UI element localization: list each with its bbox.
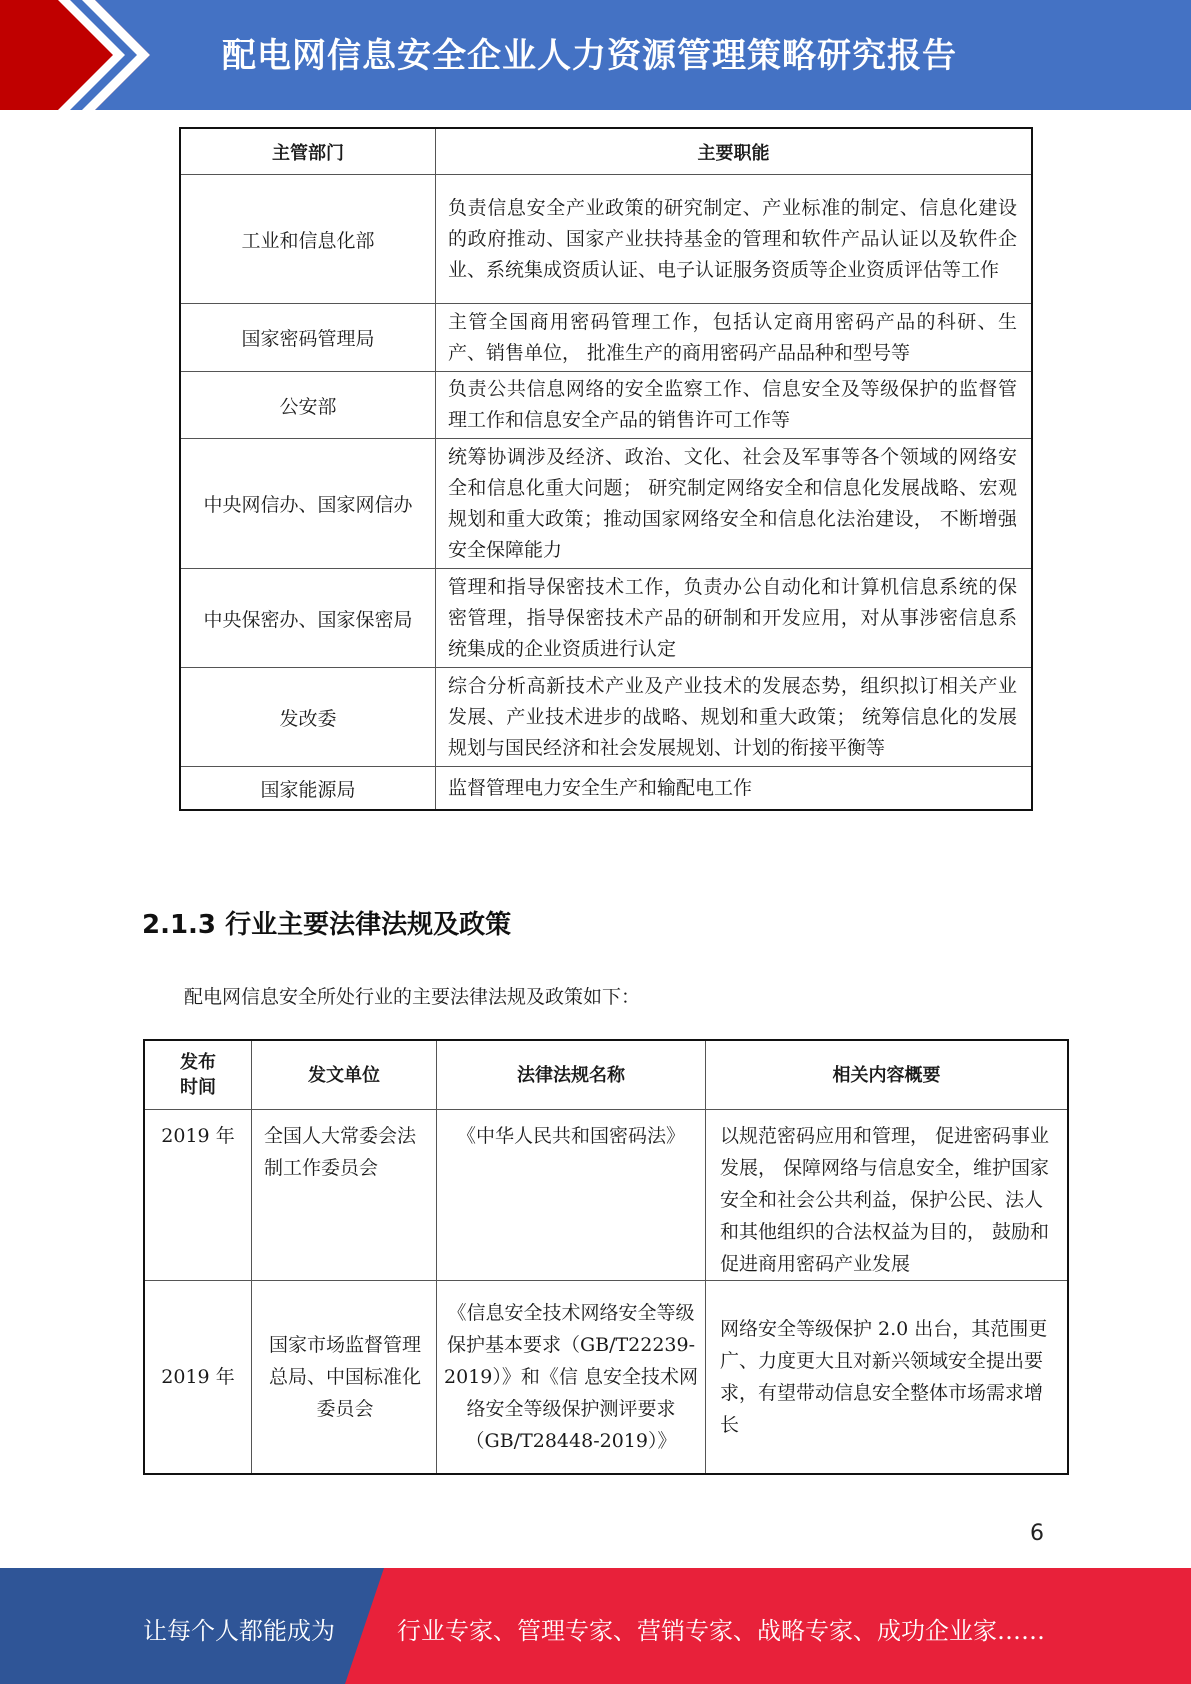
section-intro: 配电网信息安全所处行业的主要法律法规及政策如下： xyxy=(184,986,641,1008)
time-cell: 2019 年 xyxy=(144,1281,252,1475)
table-header-row xyxy=(180,128,1032,175)
func-cell: 负责公共信息网络的安全监察工作、信息安全及等级保护的监督管理工作和信息安全产品的销售许可工作等 xyxy=(436,372,1033,439)
header-unit: 发文单位 xyxy=(252,1040,437,1110)
table-row xyxy=(180,175,1032,304)
header-func: 主要职能 xyxy=(436,128,1033,175)
header-time-line1: 发布 xyxy=(180,1052,216,1073)
page-footer xyxy=(0,1568,1191,1684)
header-law: 法律法规名称 xyxy=(437,1040,706,1110)
func-cell: 主管全国商用密码管理工作，包括认定商用密码产品的科研、生产、销售单位， 批准生产的商用密码产品品种和型号等 xyxy=(436,304,1033,372)
desc-cell: 以规范密码应用和管理， 促进密码事业发展， 保障网络与信息安全，维护国家 安全和社会公共利益，保护公民、法人 和其他组织的合法权益为目的， 鼓励和 促进商用密码产业发展 xyxy=(706,1110,1069,1281)
dept-cell: 中央网信办、国家网信办 xyxy=(180,439,436,569)
table-row xyxy=(180,372,1032,439)
table-row xyxy=(180,767,1032,811)
header-time xyxy=(144,1040,252,1110)
unit-cell: 全国人大常委会法制工作委员会 xyxy=(252,1110,437,1281)
section-heading: 2.1.3 行业主要法律法规及政策 xyxy=(142,910,512,940)
report-title: 配电网信息安全企业人力资源管理策略研究报告 xyxy=(222,36,957,76)
header-red-chevron xyxy=(0,0,150,110)
func-cell: 统筹协调涉及经济、政治、文化、社会及军事等各个领域的网络安全和信息化重大问题； 研究制定网络安全和信息化发展战略、宏观规划和重大政策；推动国家网络安全和信息化法治建设， 不断增强安全保障能力 xyxy=(436,439,1033,569)
table-row xyxy=(144,1281,1068,1475)
page-number: 6 xyxy=(1030,1521,1044,1546)
table-row xyxy=(180,439,1032,569)
header-dept: 主管部门 xyxy=(180,128,436,175)
dept-cell: 中央保密办、国家保密局 xyxy=(180,569,436,668)
dept-cell: 国家能源局 xyxy=(180,767,436,811)
time-cell: 2019 年 xyxy=(144,1110,252,1281)
unit-cell: 国家市场监督管理总局、中国标准化委员会 xyxy=(252,1281,437,1475)
page-header xyxy=(0,0,1191,110)
header-desc: 相关内容概要 xyxy=(706,1040,1069,1110)
table-row xyxy=(180,304,1032,372)
laws-policies-table xyxy=(143,1039,1069,1475)
func-cell: 管理和指导保密技术工作，负责办公自动化和计算机信息系统的保密管理，指导保密技术产品的研制和开发应用，对从事涉密信息系统集成的企业资质进行认定 xyxy=(436,569,1033,668)
law-cell: 《信息安全技术网络安全等级保护基本要求（GB/T22239-2019）》和《信 息安全技术网络安全等级保护测评要求（GB/T28448-2019）》 xyxy=(437,1281,706,1475)
table-header-row xyxy=(144,1040,1068,1110)
header-time-line2: 时间 xyxy=(180,1077,216,1098)
func-cell: 综合分析高新技术产业及产业技术的发展态势，组织拟订相关产业发展、产业技术进步的战略、规划和重大政策； 统筹信息化的发展规划与国民经济和社会发展规划、计划的衔接平衡等 xyxy=(436,668,1033,767)
func-cell: 负责信息安全产业政策的研究制定、产业标准的制定、信息化建设的政府推动、国家产业扶持基金的管理和软件产品认证以及软件企业、系统集成资质认证、电子认证服务资质等企业资质评估等工作 xyxy=(436,175,1033,304)
dept-cell: 工业和信息化部 xyxy=(180,175,436,304)
law-cell: 《中华人民共和国密码法》 xyxy=(437,1110,706,1281)
table-row xyxy=(180,569,1032,668)
dept-cell: 国家密码管理局 xyxy=(180,304,436,372)
desc-cell: 网络安全等级保护 2.0 出台，其范围更广、力度更大且对新兴领域安全提出要求，有望带动信息安全整体市场需求增长 xyxy=(706,1281,1069,1475)
func-cell: 监督管理电力安全生产和输配电工作 xyxy=(436,767,1033,811)
table-row xyxy=(180,668,1032,767)
footer-slogan-left: 让每个人都能成为 xyxy=(143,1617,335,1645)
footer-slogan-right: 行业专家、管理专家、营销专家、战略专家、成功企业家…… xyxy=(397,1617,1045,1645)
table-row xyxy=(144,1110,1068,1281)
dept-cell: 公安部 xyxy=(180,372,436,439)
dept-cell: 发改委 xyxy=(180,668,436,767)
department-functions-table xyxy=(179,127,1033,811)
